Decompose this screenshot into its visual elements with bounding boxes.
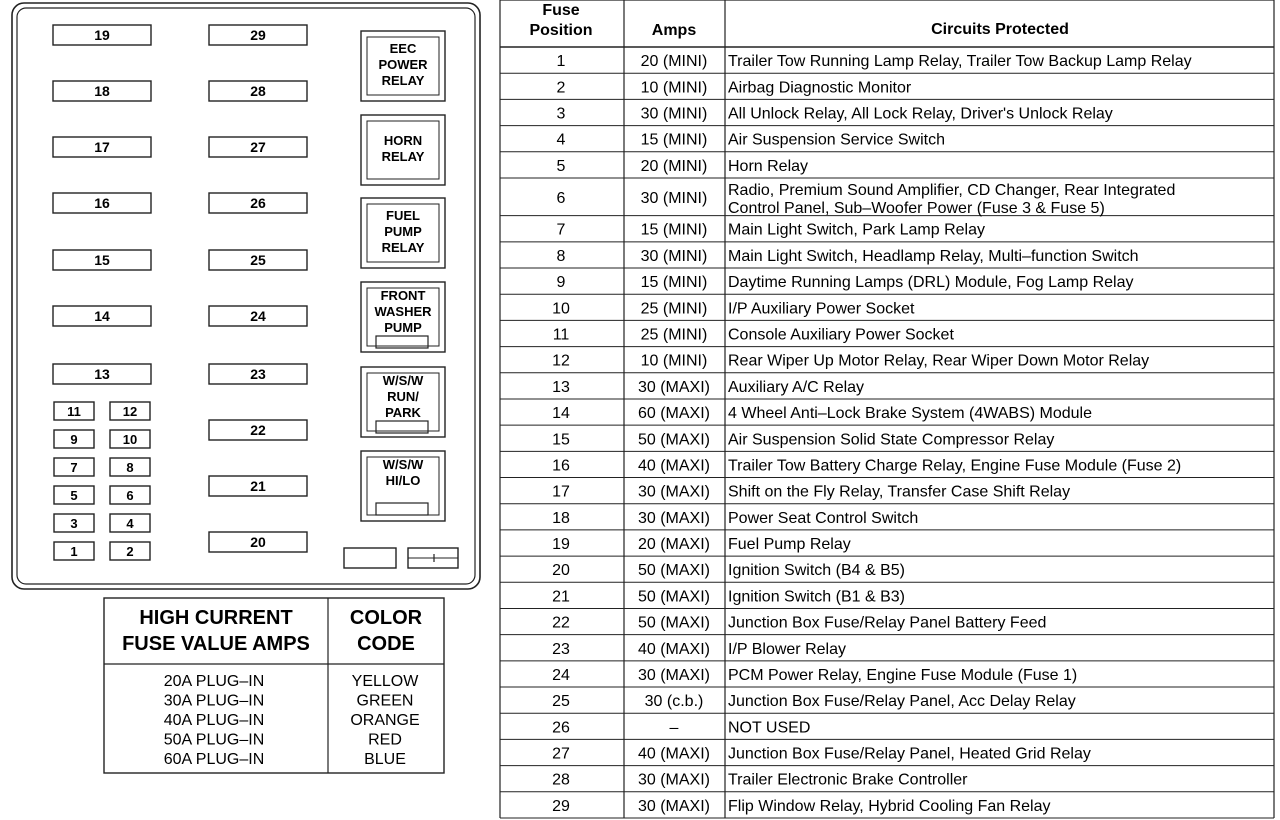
legend-color-code: GREEN: [356, 692, 414, 710]
table-row: [553, 327, 955, 344]
table-row: [557, 53, 1192, 70]
circuits-cell: Junction Box Fuse/Relay Panel Battery Feed: [728, 614, 1047, 632]
fuse-number-label: 7: [70, 460, 78, 475]
table-row: [557, 222, 985, 239]
amps-cell: 15 (MINI): [640, 221, 708, 239]
circuits-cell: PCM Power Relay, Engine Fuse Module (Fuse 1): [728, 666, 1078, 684]
fuse-number-label: 19: [94, 27, 110, 43]
fuse-position-cell: 16: [552, 457, 570, 475]
relay-label: POWER: [378, 57, 428, 72]
header-fuse-position-line1: Fuse: [542, 2, 580, 19]
table-row: [557, 79, 912, 96]
legend-color-code: RED: [368, 731, 402, 749]
fuse-number-label: 23: [250, 366, 266, 382]
table-row: [552, 431, 1054, 448]
fuse-position-cell: 28: [552, 771, 570, 789]
fuse-position-cell: 26: [552, 719, 570, 737]
legend-fuse-value: 50A PLUG–IN: [163, 731, 265, 749]
amps-cell: 30 (MAXI): [637, 483, 711, 501]
fuse-position-cell: 14: [552, 405, 570, 423]
table-rows: [552, 53, 1192, 815]
table-row: [552, 667, 1077, 684]
table-row: [552, 484, 1070, 501]
fuse-number-label: 6: [126, 488, 134, 503]
table-row: [552, 536, 851, 553]
fuse-position-cell: 4: [556, 131, 566, 149]
amps-cell: 30 (MINI): [640, 189, 708, 207]
relay-label: HI/LO: [385, 473, 421, 488]
circuits-cell: Power Seat Control Switch: [728, 509, 919, 527]
relay-label: RELAY: [381, 73, 425, 88]
relay-label: W/S/W: [382, 373, 424, 388]
fuse-number-label: 17: [94, 139, 110, 155]
relay-tab-slot: [376, 503, 428, 515]
fuse-position-cell: 12: [552, 352, 570, 370]
circuits-cell: I/P Blower Relay: [728, 640, 846, 658]
circuits-cell: Console Auxiliary Power Socket: [728, 326, 954, 344]
relay-label: RUN/: [387, 389, 419, 404]
legend-fuse-value: 20A PLUG–IN: [163, 673, 265, 690]
circuits-cell: NOT USED: [728, 719, 811, 737]
fuse-position-cell: 8: [556, 247, 566, 265]
fuse-position-cell: 2: [556, 79, 566, 97]
fuse-position-cell: 5: [556, 157, 566, 175]
circuits-cell: Main Light Switch, Park Lamp Relay: [728, 221, 985, 239]
fuse-position-cell: 15: [552, 431, 570, 449]
fuse-position-cell: 13: [552, 378, 570, 396]
circuits-cell: Control Panel, Sub–Woofer Power (Fuse 3 & Fuse 5): [728, 199, 1105, 217]
relay-label: HORN: [383, 133, 423, 148]
fuse-position-cell: 10: [552, 300, 570, 318]
amps-cell: 10 (MINI): [640, 352, 708, 370]
table-row: [552, 798, 1050, 815]
fuse-position-cell: 27: [552, 745, 570, 763]
fuse-number-label: 25: [250, 252, 266, 268]
fuse-number-label: 29: [250, 27, 266, 43]
amps-cell: 10 (MINI): [640, 79, 708, 97]
amps-cell: 15 (MINI): [640, 131, 708, 149]
table-row: [552, 405, 1092, 422]
color-code-legend: [104, 598, 444, 773]
legend-color-code: BLUE: [364, 751, 406, 768]
circuits-cell: Ignition Switch (B1 & B3): [728, 588, 905, 606]
fuse-position-cell: 23: [552, 640, 570, 658]
amps-cell: 25 (MINI): [640, 300, 708, 318]
circuits-cell: Trailer Tow Battery Charge Relay, Engine Fuse Module (Fuse 2): [728, 457, 1182, 475]
circuits-cell: Junction Box Fuse/Relay Panel, Heated Grid Relay: [728, 745, 1091, 763]
fuse-table: [500, 0, 1274, 818]
amps-cell: 20 (MAXI): [637, 536, 711, 554]
fuse-position-cell: 6: [556, 189, 566, 207]
amps-cell: 30 (MINI): [640, 105, 708, 123]
table-row: [557, 274, 1134, 291]
circuits-cell: Fuel Pump Relay: [728, 536, 851, 554]
middle-fuse-column: [209, 25, 307, 552]
legend-header-value-line2: FUSE VALUE AMPS: [122, 633, 310, 655]
table-row: [552, 379, 864, 396]
circuits-cell: Air Suspension Solid State Compressor Relay: [728, 431, 1055, 449]
circuits-cell: Junction Box Fuse/Relay Panel, Acc Delay Relay: [728, 693, 1076, 711]
circuits-cell: Horn Relay: [728, 157, 809, 175]
fuse-number-label: 13: [94, 366, 110, 382]
circuits-cell: Auxiliary A/C Relay: [728, 378, 865, 396]
legend-fuse-value: 30A PLUG–IN: [163, 692, 265, 710]
fuse-number-label: 27: [250, 139, 266, 155]
relay-label: FUEL: [386, 208, 420, 223]
fuse-number-label: 20: [250, 534, 266, 550]
amps-cell: 40 (MAXI): [637, 745, 711, 763]
fuse-number-label: 1: [70, 544, 78, 559]
table-row: [552, 719, 810, 736]
relay-label: RELAY: [381, 149, 425, 164]
table-row: [552, 300, 915, 317]
table-row: [552, 588, 905, 605]
header-circuits-protected: Circuits Protected: [931, 21, 1069, 38]
circuits-cell: Radio, Premium Sound Amplifier, CD Changer, Rear Integrated: [728, 181, 1176, 199]
table-row: [552, 746, 1091, 763]
fuse-number-label: 16: [94, 195, 110, 211]
fuse-number-label: 14: [94, 308, 110, 324]
fuse-position-cell: 21: [552, 588, 570, 606]
table-row: [552, 353, 1149, 370]
table-row: [557, 132, 945, 149]
fuse-number-label: 22: [250, 422, 266, 438]
amps-cell: 30 (MAXI): [637, 509, 711, 527]
fuse-number-label: 24: [250, 308, 266, 324]
relay-label: FRONT: [380, 288, 426, 303]
relay-label: EEC: [389, 41, 417, 56]
fuse-position-cell: 3: [556, 105, 566, 123]
circuits-cell: Main Light Switch, Headlamp Relay, Multi–function Switch: [728, 247, 1139, 265]
table-row: [552, 562, 905, 579]
fuse-number-label: 8: [126, 460, 134, 475]
legend-color-code: YELLOW: [351, 673, 419, 690]
legend-rows: [164, 673, 420, 768]
fuse-number-label: 11: [67, 404, 81, 419]
header-amps: Amps: [651, 22, 697, 39]
table-row: [552, 641, 846, 658]
circuits-cell: Shift on the Fly Relay, Transfer Case Shift Relay: [728, 483, 1071, 501]
circuits-cell: Flip Window Relay, Hybrid Cooling Fan Relay: [728, 797, 1051, 815]
circuits-cell: Air Suspension Service Switch: [728, 131, 945, 149]
amps-cell: 30 (MAXI): [637, 378, 711, 396]
legend-header-value-line1: HIGH CURRENT: [139, 607, 293, 629]
circuits-cell: Airbag Diagnostic Monitor: [728, 79, 912, 97]
table-row: [552, 615, 1046, 632]
amps-cell: 30 (MAXI): [637, 666, 711, 684]
amps-cell: 30 (MINI): [640, 247, 708, 265]
table-row: [557, 248, 1139, 265]
circuits-cell: I/P Auxiliary Power Socket: [728, 300, 915, 318]
amps-cell: 25 (MINI): [640, 326, 708, 344]
fuse-position-cell: 9: [556, 274, 566, 292]
fuse-number-label: 3: [70, 516, 78, 531]
amps-cell: 50 (MAXI): [637, 588, 711, 606]
fuse-position-cell: 11: [552, 326, 570, 344]
fuse-number-label: 15: [94, 252, 110, 268]
fuse-position-cell: 20: [552, 562, 570, 580]
amps-cell: 20 (MINI): [640, 53, 708, 71]
amps-cell: 60 (MAXI): [637, 405, 711, 423]
table-row: [552, 457, 1181, 474]
circuits-cell: Rear Wiper Up Motor Relay, Rear Wiper Down Motor Relay: [728, 352, 1150, 370]
fuse-position-cell: 29: [552, 797, 570, 815]
mini-fuse-grid: [54, 402, 150, 560]
fuse-position-cell: 22: [552, 614, 570, 632]
circuits-cell: Daytime Running Lamps (DRL) Module, Fog Lamp Relay: [728, 274, 1134, 292]
fuse-number-label: 9: [70, 432, 78, 447]
circuits-cell: Trailer Tow Running Lamp Relay, Trailer Tow Backup Lamp Relay: [728, 53, 1192, 71]
fuse-panel: [12, 3, 480, 589]
legend-header-color-line2: CODE: [357, 633, 415, 655]
fuse-position-cell: 17: [552, 483, 570, 501]
table-row: [557, 158, 808, 175]
fuse-position-cell: 7: [556, 221, 566, 239]
left-fuse-column: [53, 25, 151, 384]
fuse-number-label: 4: [126, 516, 134, 531]
amps-cell: 50 (MAXI): [637, 562, 711, 580]
fuse-number-label: 5: [70, 488, 78, 503]
amps-cell: 50 (MAXI): [637, 614, 711, 632]
circuits-cell: 4 Wheel Anti–Lock Brake System (4WABS) Module: [728, 405, 1092, 423]
relay-label: W/S/W: [382, 457, 424, 472]
relay-label: PUMP: [384, 320, 422, 335]
circuits-cell: Trailer Electronic Brake Controller: [728, 771, 968, 789]
relay-label: WASHER: [374, 304, 432, 319]
amps-cell: 40 (MAXI): [637, 640, 711, 658]
legend-fuse-value: 60A PLUG–IN: [163, 751, 265, 768]
fuse-number-label: 28: [250, 83, 266, 99]
relay-label: PARK: [385, 405, 421, 420]
fuse-number-label: 2: [126, 544, 134, 559]
relay-label: RELAY: [381, 240, 425, 255]
amps-cell: 15 (MINI): [640, 274, 708, 292]
fuse-number-label: 21: [250, 478, 266, 494]
fuse-position-cell: 18: [552, 509, 570, 527]
table-row: [557, 182, 1176, 217]
legend-color-code: ORANGE: [350, 712, 420, 729]
table-row: [552, 510, 918, 527]
fuse-position-cell: 24: [552, 666, 570, 684]
legend-header-color-line1: COLOR: [349, 607, 423, 629]
fuse-number-label: 10: [122, 432, 138, 447]
amps-cell: 30 (MAXI): [637, 771, 711, 789]
fuse-number-label: 26: [250, 195, 266, 211]
amps-cell: 20 (MINI): [640, 157, 708, 175]
amps-cell: 30 (c.b.): [644, 693, 704, 711]
amps-cell: –: [669, 719, 679, 737]
amps-cell: 50 (MAXI): [637, 431, 711, 449]
header-fuse-position-line2: Position: [529, 22, 593, 39]
table-row: [552, 772, 968, 789]
fuse-position-cell: 25: [552, 693, 570, 711]
relay-column: [361, 31, 445, 521]
table-row: [557, 105, 1113, 122]
amps-cell: 40 (MAXI): [637, 457, 711, 475]
fuse-position-cell: 19: [552, 536, 570, 554]
legend-fuse-value: 40A PLUG–IN: [163, 712, 265, 729]
spare-slot: [344, 548, 396, 568]
relay-label: PUMP: [384, 224, 422, 239]
circuits-cell: All Unlock Relay, All Lock Relay, Driver's Unlock Relay: [728, 105, 1113, 123]
fuse-number-label: 12: [122, 404, 138, 419]
amps-cell: 30 (MAXI): [637, 797, 711, 815]
fuse-position-cell: 1: [556, 53, 566, 71]
fuse-number-label: 18: [94, 83, 110, 99]
circuits-cell: Ignition Switch (B4 & B5): [728, 562, 905, 580]
table-row: [552, 693, 1076, 710]
